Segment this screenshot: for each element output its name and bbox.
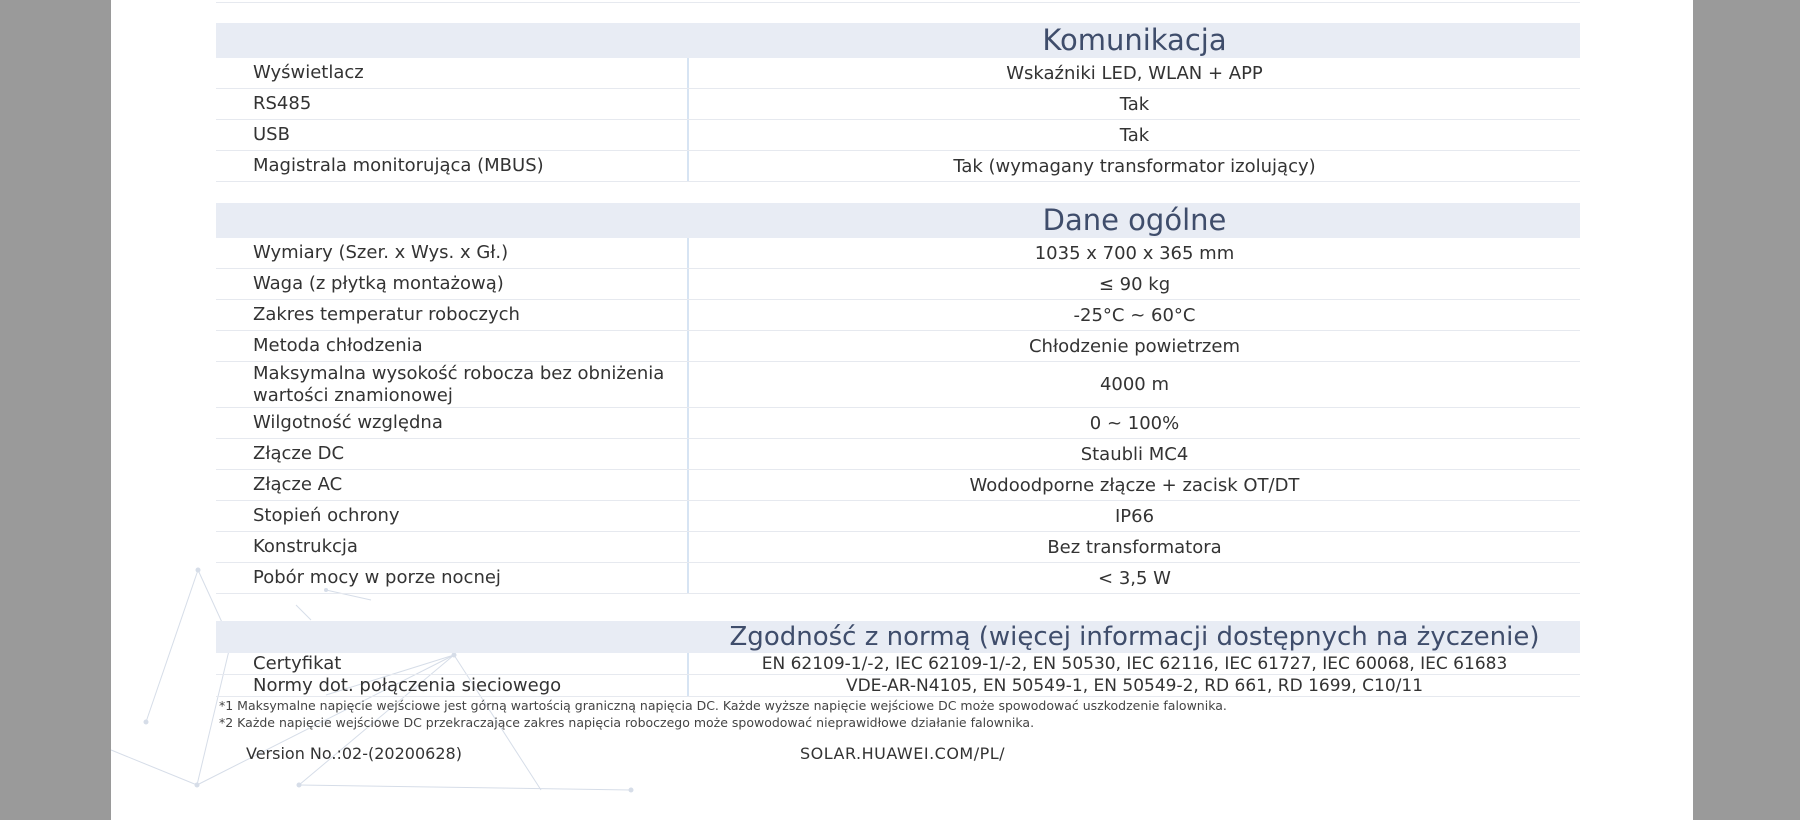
section-header (216, 621, 1580, 653)
section-zgodnosc (216, 621, 1580, 697)
table-row (216, 300, 1580, 331)
row-value: 0 ~ 100% (1089, 412, 1180, 434)
table-row (216, 532, 1580, 563)
row-value: Tak (wymagany transformator izolujący) (953, 155, 1316, 177)
table-row (216, 151, 1580, 182)
table-row (216, 675, 1580, 697)
footnote-1: *1 Maksymalne napięcie wejściowe jest górną wartością graniczną napięcia DC. Każde wyższe napięcie wejściowe DC może spowodować uszkodzenie falownika. (219, 698, 1227, 713)
top-divider (216, 0, 1580, 3)
row-value: Chłodzenie powietrzem (1028, 335, 1240, 357)
row-value: Staubli MC4 (1080, 443, 1189, 465)
row-label: Waga (z płytką montażową) (216, 269, 689, 299)
section-title: Dane ogólne (1042, 203, 1227, 237)
table-row (216, 653, 1580, 675)
section-dane-ogolne (216, 203, 1580, 594)
section-header (216, 23, 1580, 58)
row-label: RS485 (216, 89, 689, 119)
table-row (216, 563, 1580, 594)
row-label: Wymiary (Szer. x Wys. x Gł.) (216, 238, 689, 268)
row-label: Wyświetlacz (216, 58, 689, 88)
row-label: USB (216, 120, 689, 150)
row-label: Magistrala monitorująca (MBUS) (216, 151, 689, 181)
row-value: Tak (1119, 124, 1150, 146)
table-row (216, 269, 1580, 300)
row-value: Bez transformatora (1047, 536, 1222, 558)
row-value: EN 62109-1/-2, IEC 62109-1/-2, EN 50530, IEC 62116, IEC 61727, IEC 60068, IEC 61683 (761, 653, 1508, 674)
table-row (216, 331, 1580, 362)
table-row (216, 120, 1580, 151)
row-value: Wskaźniki LED, WLAN + APP (1006, 62, 1263, 84)
section-title: Komunikacja (1042, 23, 1227, 57)
row-label: Pobór mocy w porze nocnej (216, 563, 689, 593)
row-value: IP66 (1114, 505, 1155, 527)
section-header (216, 203, 1580, 238)
table-row (216, 408, 1580, 439)
document-page (111, 0, 1693, 820)
row-label: Konstrukcja (216, 532, 689, 562)
section-title: Zgodność z normą (więcej informacji dostępnych na życzenie) (729, 622, 1540, 652)
version-number: Version No.:02-(20200628) (246, 744, 462, 763)
row-value: < 3,5 W (1098, 567, 1171, 589)
table-row (216, 439, 1580, 470)
table-row (216, 89, 1580, 120)
section-komunikacja (216, 23, 1580, 182)
row-label: Metoda chłodzenia (216, 331, 689, 361)
table-row (216, 470, 1580, 501)
row-value: Tak (1119, 93, 1150, 115)
row-label: Złącze DC (216, 439, 689, 469)
row-label: Zakres temperatur roboczych (216, 300, 689, 330)
footnote-2: *2 Każde napięcie wejściowe DC przekraczające zakres napięcia roboczego może spowodować nieprawidłowe działanie falownika. (219, 715, 1035, 730)
row-label: Maksymalna wysokość robocza bez obniżenia wartości znamionowej (216, 362, 689, 407)
row-label: Normy dot. połączenia sieciowego (216, 675, 689, 696)
website-url: SOLAR.HUAWEI.COM/PL/ (800, 744, 1006, 763)
row-value: 1035 x 700 x 365 mm (1034, 242, 1235, 264)
row-value: 4000 m (1099, 374, 1170, 395)
row-value: VDE-AR-N4105, EN 50549-1, EN 50549-2, RD 661, RD 1699, C10/11 (845, 675, 1424, 696)
table-row (216, 362, 1580, 408)
row-label: Stopień ochrony (216, 501, 689, 531)
row-value: -25°C ~ 60°C (1073, 304, 1196, 326)
row-value: ≤ 90 kg (1098, 273, 1171, 295)
row-label: Wilgotność względna (216, 408, 689, 438)
row-label: Złącze AC (216, 470, 689, 500)
table-row (216, 58, 1580, 89)
table-row (216, 501, 1580, 532)
row-label: Certyfikat (216, 653, 689, 674)
table-row (216, 238, 1580, 269)
row-value: Wodoodporne złącze + zacisk OT/DT (969, 474, 1300, 496)
